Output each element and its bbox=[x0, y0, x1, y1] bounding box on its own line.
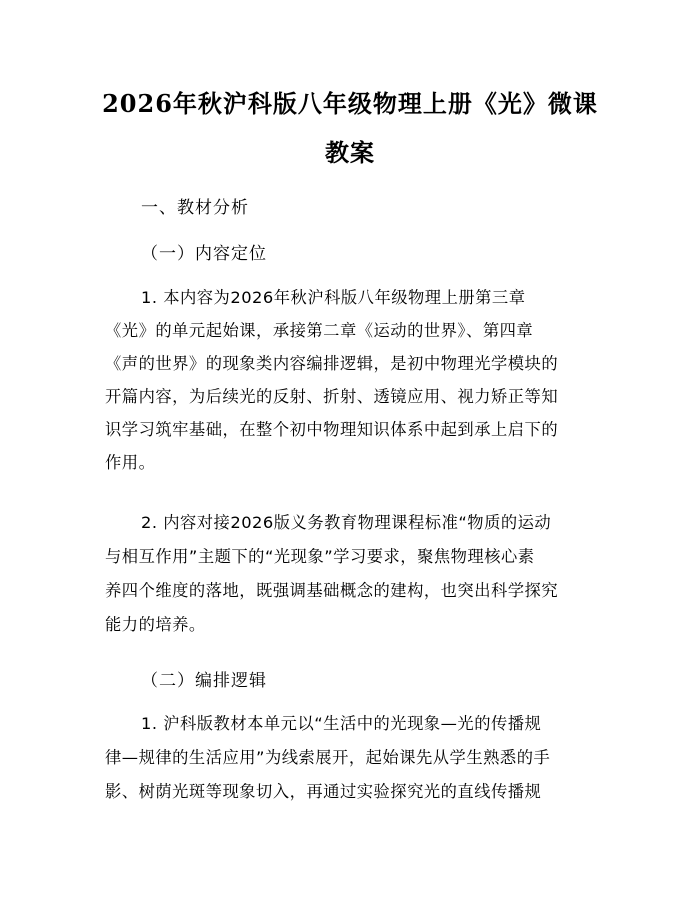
section-heading-textbook-analysis: 一、教材分析 bbox=[141, 198, 249, 218]
paragraph-line: 识学习筑牢基础，在整个初中物理知识体系中起到承上启下的 bbox=[105, 420, 559, 439]
paragraph-line: 养四个维度的落地，既强调基础概念的建构，也突出科学探究 bbox=[105, 581, 559, 600]
subsection-heading-arrangement-logic: （二）编排逻辑 bbox=[141, 671, 267, 691]
paragraph-line: 1. 沪科版教材本单元以“生活中的光现象—光的传播规 bbox=[141, 714, 542, 733]
document-title-line-2: 教案 bbox=[325, 138, 375, 167]
paragraph-line: 能力的培养。 bbox=[105, 615, 206, 634]
paragraph-line: 作用。 bbox=[105, 453, 156, 472]
paragraph-line: 《光》的单元起始课，承接第二章《运动的世界》、第四章 bbox=[105, 321, 534, 340]
paragraph-line: 开篇内容，为后续光的反射、折射、透镜应用、视力矫正等知 bbox=[105, 387, 559, 406]
paragraph-line: 2. 内容对接2026版义务教育物理课程标准“物质的运动 bbox=[141, 513, 552, 532]
paragraph-line: 1. 本内容为2026年秋沪科版八年级物理上册第三章 bbox=[141, 288, 526, 307]
paragraph-line: 影、树荫光斑等现象切入，再通过实验探究光的直线传播规 bbox=[105, 782, 542, 801]
document-title-line-1: 2026年秋沪科版八年级物理上册《光》微课 bbox=[102, 89, 598, 118]
paragraph-line: 律—规律的生活应用”为线索展开，起始课先从学生熟悉的手 bbox=[105, 748, 551, 767]
paragraph-line: 《声的世界》的现象类内容编排逻辑，是初中物理光学模块的 bbox=[105, 354, 559, 373]
subsection-heading-content-positioning: （一）内容定位 bbox=[141, 244, 267, 264]
paragraph-line: 与相互作用”主题下的“光现象”学习要求，聚焦物理核心素 bbox=[105, 547, 535, 566]
